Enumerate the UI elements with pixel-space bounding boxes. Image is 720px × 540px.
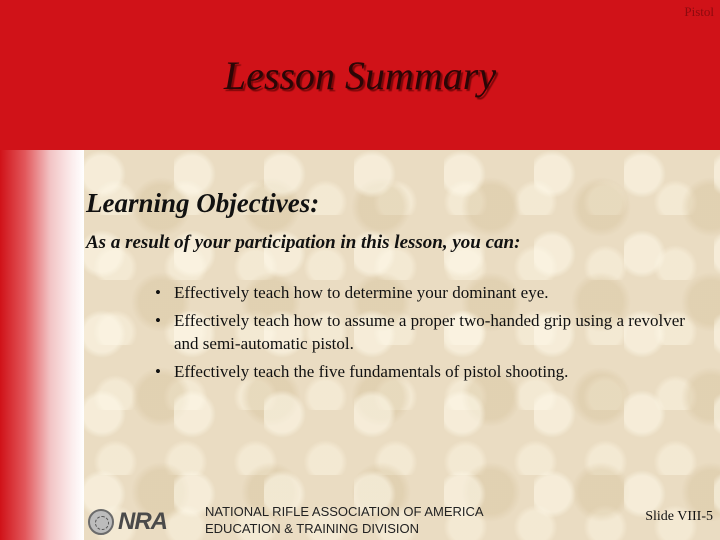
bullet-icon: •	[155, 283, 161, 302]
section-heading: Learning Objectives:	[86, 188, 320, 218]
intro-text: As a result of your participation in this lesson, you can:	[86, 232, 521, 253]
footer-organization	[205, 503, 484, 537]
bullet-icon: •	[155, 362, 161, 381]
list-item-text: Effectively teach how to assume a proper two-handed grip using a revolver and semi-automatic pistol.	[174, 311, 685, 353]
list-item-text: Effectively teach the five fundamentals of pistol shooting.	[174, 362, 569, 381]
slide-number: Slide VIII-5	[645, 509, 713, 524]
side-gradient-strip	[0, 150, 84, 540]
list-item	[155, 309, 700, 355]
bullet-icon: •	[155, 311, 161, 330]
objectives-list	[155, 281, 700, 388]
org-line-1: NATIONAL RIFLE ASSOCIATION OF AMERICA	[205, 504, 484, 519]
corner-label: Pistol	[684, 4, 714, 19]
nra-seal-icon	[88, 509, 114, 535]
list-item	[155, 281, 700, 304]
page-title: Lesson Summary	[223, 53, 497, 98]
list-item	[155, 360, 700, 383]
nra-logo: NRA	[118, 508, 167, 535]
header-banner	[0, 0, 720, 150]
list-item-text: Effectively teach how to determine your dominant eye.	[174, 283, 549, 302]
org-line-2: EDUCATION & TRAINING DIVISION	[205, 521, 420, 536]
